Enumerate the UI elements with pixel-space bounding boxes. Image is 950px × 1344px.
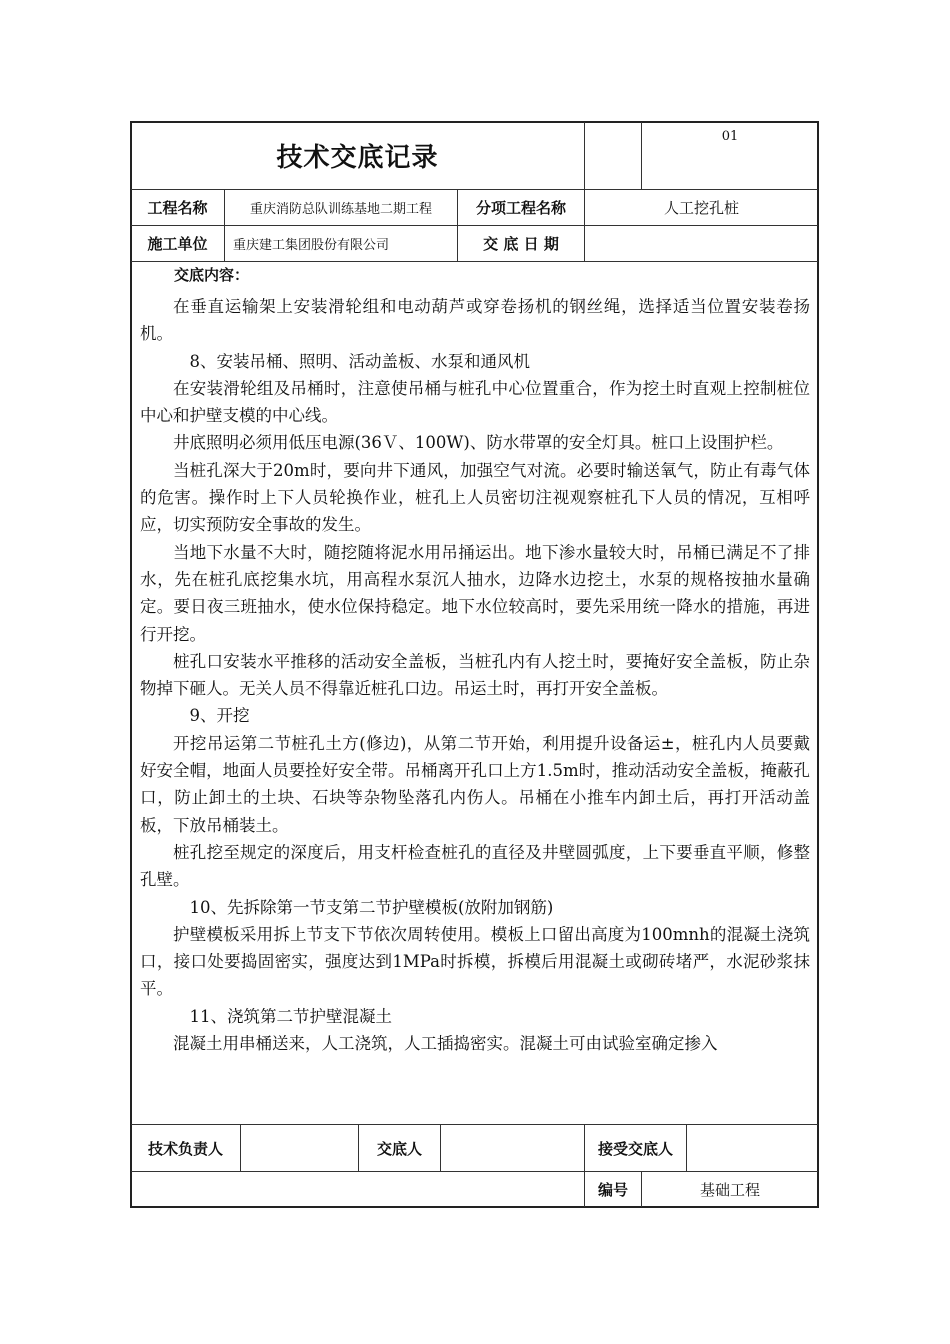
- construction-unit-label: 施工单位: [147, 235, 208, 253]
- content-paragraph: 开挖吊运第二节桩孔土方(修边)，从第二节开始，利用提升设备运±，桩孔内人员要戴好安全帽，地面人员要拴好安全带。吊桶离开孔口上方1.5m时，推动活动安全盖板，掩蔽孔口，防止卸土的土块、石块等杂物坠落孔内伤人。吊桶在小推车内卸土后，再打开活动盖板，下放吊桶装土。: [140, 733, 810, 835]
- briefing-date-value[interactable]: [585, 226, 818, 261]
- content-paragraph: 桩孔挖至规定的深度后，用支杆检查桩孔的直径及井壁圆弧度，上下要垂直平顺，修整孔壁。: [140, 842, 810, 890]
- project-name-label: 工程名称: [147, 199, 208, 217]
- receiver-signature[interactable]: [687, 1125, 818, 1171]
- document-title: 技术交底记录: [276, 143, 439, 173]
- content-paragraph: 在安装滑轮组及吊桶时，注意使吊桶与桩孔中心位置重合，作为挖土时直观上控制桩位中心和护壁支模的中心线。: [140, 378, 810, 426]
- content-paragraph: 井底照明必须用低压电源(36Ｖ、100W)、防水带罩的安全灯具。桩口上设围护栏。: [173, 433, 784, 453]
- section-heading: 8、安装吊桶、照明、活动盖板、水泵和通风机: [189, 351, 530, 371]
- tech-lead-label: 技术负责人: [147, 1139, 223, 1158]
- content-paragraph: 当地下水量不大时，随挖随将泥水用吊捅运出。地下渗水量较大时，吊桶已满足不了排水，先在桩孔底挖集水坑，用高程水泵沉人抽水，边降水边挖土，水泵的规格按抽水量确定。要日夜三班抽水，使水位保持稳定。地下水位较高时，要先采用统一降水的措施，再进行开挖。: [140, 542, 810, 644]
- subproject-name-value: 人工挖孔桩: [663, 199, 739, 217]
- section-heading: 11、浇筑第二节护壁混凝土: [189, 1006, 392, 1026]
- section-heading: 10、先拆除第一节支第二节护壁模板(放附加钢筋): [189, 897, 554, 917]
- tech-lead-signature[interactable]: [241, 1125, 358, 1171]
- construction-unit-value: 重庆建工集团股份有限公司: [233, 238, 390, 253]
- content-paragraph: 桩孔口安装水平推移的活动安全盖板，当桩孔内有人挖土时，要掩好安全盖板，防止杂物掉下砸人。无关人员不得靠近桩孔口边。吊运土时，再打开安全盖板。: [140, 651, 810, 699]
- content-body: [140, 293, 810, 1057]
- content-paragraph: 护壁模板采用拆上节支下节依次周转使用。模板上口留出高度为100mnh的混凝土浇筑口，接口处要捣固密实，强度达到1MPa时拆模，拆模后用混凝土或砌砖堵严，水泥砂浆抹平。: [140, 924, 810, 999]
- document-number: 01: [721, 128, 739, 144]
- presenter-signature[interactable]: [441, 1125, 584, 1171]
- number-value: 基础工程: [699, 1181, 760, 1199]
- row-divider: [131, 261, 818, 262]
- content-heading: 交底内容：: [174, 266, 250, 284]
- project-name-value: 重庆消防总队训练基地二期工程: [249, 202, 432, 217]
- subproject-name-label: 分项工程名称: [475, 199, 566, 217]
- section-heading: 9、开挖: [189, 706, 250, 726]
- col-divider: [584, 122, 585, 189]
- content-paragraph: 混凝土用串桶送来，人工浇筑，人工插捣密实。混凝土可由试验室确定掺入: [173, 1034, 718, 1054]
- presenter-label: 交底人: [376, 1139, 422, 1158]
- receiver-label: 接受交底人: [597, 1139, 673, 1158]
- content-paragraph: 当桩孔深大于20m时，要向井下通风，加强空气对流。必要时输送氧气，防止有毒气体的危害。操作时上下人员轮换作业，桩孔上人员密切注视观察桩孔下人员的情况，互相呼应，切实预防安全事故的发生。: [140, 460, 810, 535]
- briefing-date-label: 交 底 日 期: [483, 235, 559, 253]
- number-label: 编号: [597, 1181, 628, 1199]
- content-paragraph: 在垂直运输架上安装滑轮组和电动葫芦或穿卷扬机的钢丝绳，选择适当位置安装卷扬机。: [140, 297, 810, 344]
